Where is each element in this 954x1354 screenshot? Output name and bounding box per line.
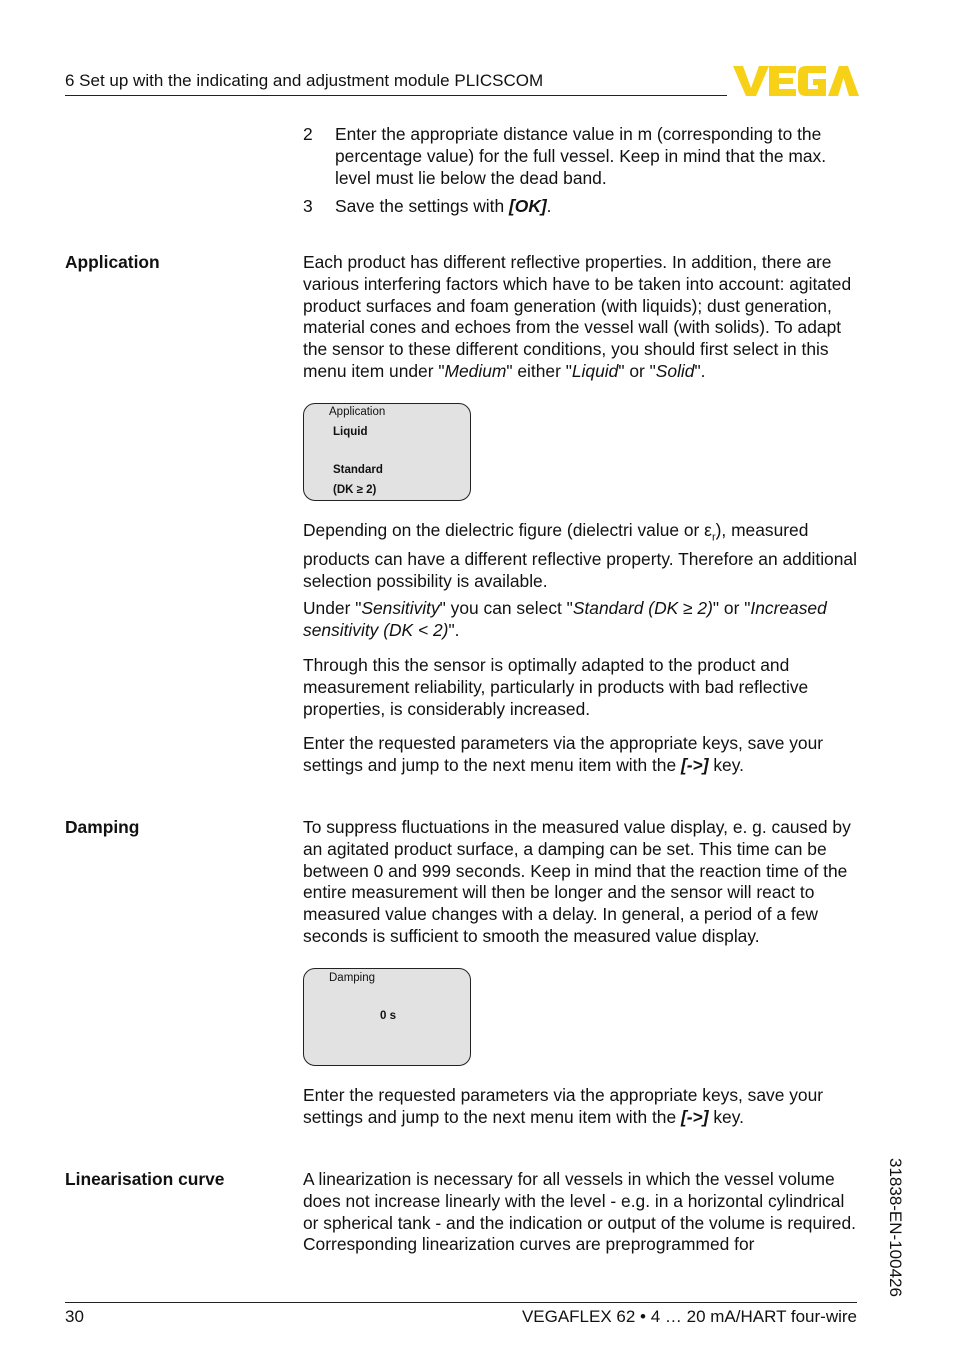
application-paragraph-2: Depending on the dielectric figure (dielectri value or $\varepsilon_r$), measured products can have a different reflective property. Therefore an additional selection possibility is available. <box>303 520 857 592</box>
step-text: Save the settings with [OK]. <box>335 196 552 216</box>
next-key: [->] <box>680 754 709 775</box>
step-number: 3 <box>303 196 313 216</box>
vega-logo <box>733 64 859 98</box>
damping-paragraph-1: To suppress fluctuations in the measured value display, e. g. caused by an agitated product surface, a damping can be set. This time can be between 0 and 999 seconds. Keep in mind that the reaction time of the entire measurement will then be longer and the sensor will react to measured value changes with a delay. In general, a period of a few seconds is sufficient to smooth the measured value display. <box>303 817 851 946</box>
linearisation-heading: Linearisation curve <box>65 1169 225 1189</box>
damping-display-screen <box>303 968 471 1066</box>
screen-title: Application <box>329 406 386 418</box>
screen-sensitivity-detail: (DK ≥ 2) <box>333 484 377 496</box>
linearisation-paragraph-1: A linearization is necessary for all vessels in which the vessel volume does not increase linearly with the level - e.g. in a horizontal cylindrical or spherical tank - and the indication or output of the volume is required. Corresponding linearization curves are preprogrammed for <box>303 1169 856 1255</box>
application-paragraph-4: Through this the sensor is optimally adapted to the product and measurement reliability, particularly in products with bad reflective properties, is considerably increased. <box>303 655 809 719</box>
screen-damping-value: 0 s <box>380 1010 396 1022</box>
application-display-screen <box>303 403 471 501</box>
running-header: 6 Set up with the indicating and adjustment module PLICSCOM <box>65 71 544 90</box>
footer-product: VEGAFLEX 62 • 4 … 20 mA/HART four-wire <box>521 1307 857 1326</box>
step-text: Enter the appropriate distance value in m (corresponding to the percentage value) for the full vessel. Keep in mind that the max. level must lie below the dead band. <box>335 124 827 188</box>
footer-rule <box>65 1302 857 1303</box>
application-paragraph-3: Under "Sensitivity" you can select "Standard (DK ≥ 2)" or "Increased sensitivity (DK < 2)". <box>303 598 827 640</box>
screen-sensitivity-value: Standard <box>333 464 383 476</box>
document-code: 31838-EN-100426 <box>886 1158 905 1297</box>
damping-heading: Damping <box>65 817 140 837</box>
application-paragraph-5: Enter the requested parameters via the appropriate keys, save your settings and jump to the next menu item with the [->] key. <box>303 733 824 775</box>
damping-paragraph-2: Enter the requested parameters via the appropriate keys, save your settings and jump to the next menu item with the [->] key. <box>303 1085 824 1127</box>
ok-key: [OK] <box>509 196 547 216</box>
application-heading: Application <box>65 252 160 272</box>
screen-medium-value: Liquid <box>333 426 368 438</box>
application-paragraph-1: Each product has different reflective properties. In addition, there are various interfering factors which have to be taken into account: agitated product surfaces and foam generation (with liquids); dust generation, material cones and echoes from the vessel wall (with solids). To adapt the sensor to these different conditions, you should first select in this menu item under "Medium" either "Liquid" or "Solid". <box>303 252 852 381</box>
screen-title: Damping <box>329 972 376 984</box>
step-number: 2 <box>303 124 313 144</box>
next-key: [->] <box>680 1106 709 1127</box>
page-number: 30 <box>65 1307 84 1326</box>
header-rule <box>65 95 727 96</box>
